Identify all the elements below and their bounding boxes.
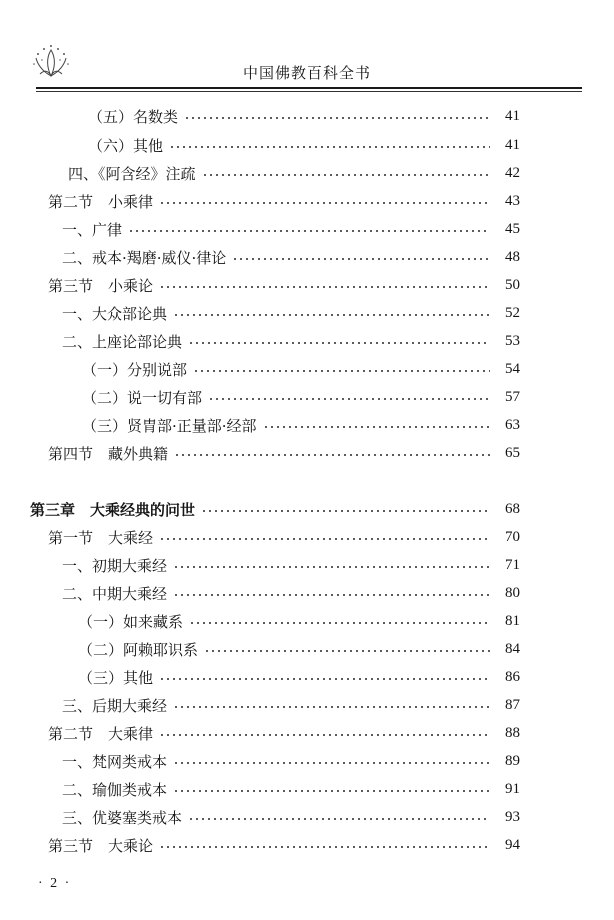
dot-leader [184,117,490,119]
dot-leader [169,146,490,148]
toc-entry-title: 一、梵网类戒本 [62,752,168,771]
toc-entry-page: 54 [505,360,520,377]
toc-entry [88,103,520,129]
toc-entry [48,524,520,550]
toc-entry-page: 70 [505,528,520,545]
dot-leader [159,678,490,680]
toc-entry-page: 94 [505,836,520,853]
dot-leader [208,398,490,400]
toc-entry [62,776,520,802]
toc-entry-page: 93 [505,808,520,825]
toc-entry-title: （一）分别说部 [82,360,188,379]
toc-entry [48,720,520,746]
toc-entry-page: 48 [505,248,520,265]
running-header-title: 中国佛教百科全书 [242,64,371,82]
toc-entry-title: 一、大众部论典 [62,304,168,323]
toc-entry-page: 41 [505,136,520,153]
dot-leader [159,846,490,848]
toc-entry [48,440,520,466]
dot-leader [173,762,490,764]
toc-entry [62,300,520,326]
toc-entry-title: 三、优婆塞类戒本 [62,808,183,827]
toc-entry [48,188,520,214]
toc-entry [78,664,520,690]
toc-entry [88,132,520,158]
toc-entry [48,272,520,298]
toc-entry-page: 88 [505,724,520,741]
toc-entry-page: 41 [505,107,520,124]
toc-entry-page: 80 [505,584,520,601]
toc-entry-page: 71 [505,556,520,573]
toc-entry [62,216,520,242]
toc-entry [62,244,520,270]
dot-leader [188,818,490,820]
toc-entry-title: 第一节 大乘经 [48,528,154,547]
toc-entry-title: 第三章 大乘经典的问世 [30,500,196,519]
toc-entry [62,328,520,354]
toc-entry-page: 50 [505,276,520,293]
toc-entry-title: 第二节 大乘律 [48,724,154,743]
toc-entry-title: （六）其他 [88,136,164,155]
dot-leader [193,370,490,372]
toc-entry [82,384,520,410]
toc-entry [62,748,520,774]
dot-leader [159,538,490,540]
toc-entry-page: 43 [505,192,520,209]
dot-leader [173,314,490,316]
toc-entry-page: 81 [505,612,520,629]
dot-leader [159,734,490,736]
toc-entry-page: 87 [505,696,520,713]
toc-entry-page: 52 [505,304,520,321]
toc-entry [62,692,520,718]
dot-leader [173,706,490,708]
dot-leader [201,510,490,512]
toc-entry-title: 一、初期大乘经 [62,556,168,575]
page-number: · 2 · [38,876,72,891]
toc-entry-title: （一）如来藏系 [78,612,184,631]
toc-chapter-entry [30,496,520,522]
toc-entry-page: 91 [505,780,520,797]
toc-entry-title: 第三节 小乘论 [48,276,154,295]
toc-entry [68,160,520,186]
toc-entry-title: 二、上座论部论典 [62,332,183,351]
toc-entry [78,636,520,662]
dot-leader [189,622,490,624]
dot-leader [128,230,490,232]
toc-entry [62,804,520,830]
dot-leader [188,342,490,344]
toc-entry-page: 65 [505,444,520,461]
toc-entry-page: 84 [505,640,520,657]
toc-entry-title: 二、戒本·羯磨·威仪·律论 [62,248,227,267]
toc-entry-title: 第二节 小乘律 [48,192,154,211]
toc-entry [82,412,520,438]
dot-leader [159,286,490,288]
toc-entry-page: 86 [505,668,520,685]
toc-entry-title: 第三节 大乘论 [48,836,154,855]
dot-leader [263,426,490,428]
toc-entry [82,356,520,382]
dot-leader [173,790,490,792]
dot-leader [204,650,490,652]
toc-entry-page: 89 [505,752,520,769]
toc-entry [48,832,520,858]
toc-entry-title: （三）其他 [78,668,154,687]
dot-leader [173,566,490,568]
dot-leader [232,258,490,260]
toc-entry-page: 63 [505,416,520,433]
toc-entry [62,580,520,606]
toc-entry-title: （五）名数类 [88,107,179,126]
dot-leader [202,174,490,176]
toc-entry-page: 42 [505,164,520,181]
toc-entry-page: 57 [505,388,520,405]
toc-entry-title: 三、后期大乘经 [62,696,168,715]
toc-entry-title: （三）贤胄部·正量部·经部 [82,416,257,435]
toc-entry-page: 68 [505,500,520,517]
toc-entry-title: （二）说一切有部 [82,388,203,407]
toc-entry-title: （二）阿赖耶识系 [78,640,199,659]
toc-entry-title: 一、广律 [62,220,123,239]
toc-entry-page: 45 [505,220,520,237]
toc-entry-title: 二、瑜伽类戒本 [62,780,168,799]
dot-leader [173,594,490,596]
toc-entry [78,608,520,634]
dot-leader [174,454,490,456]
toc-entry-title: 二、中期大乘经 [62,584,168,603]
toc-entry-title: 第四节 藏外典籍 [48,444,169,463]
toc-entry-title: 四、《阿含经》注疏 [68,164,196,183]
toc-entry [62,552,520,578]
dot-leader [159,202,490,204]
toc-entry-page: 53 [505,332,520,349]
